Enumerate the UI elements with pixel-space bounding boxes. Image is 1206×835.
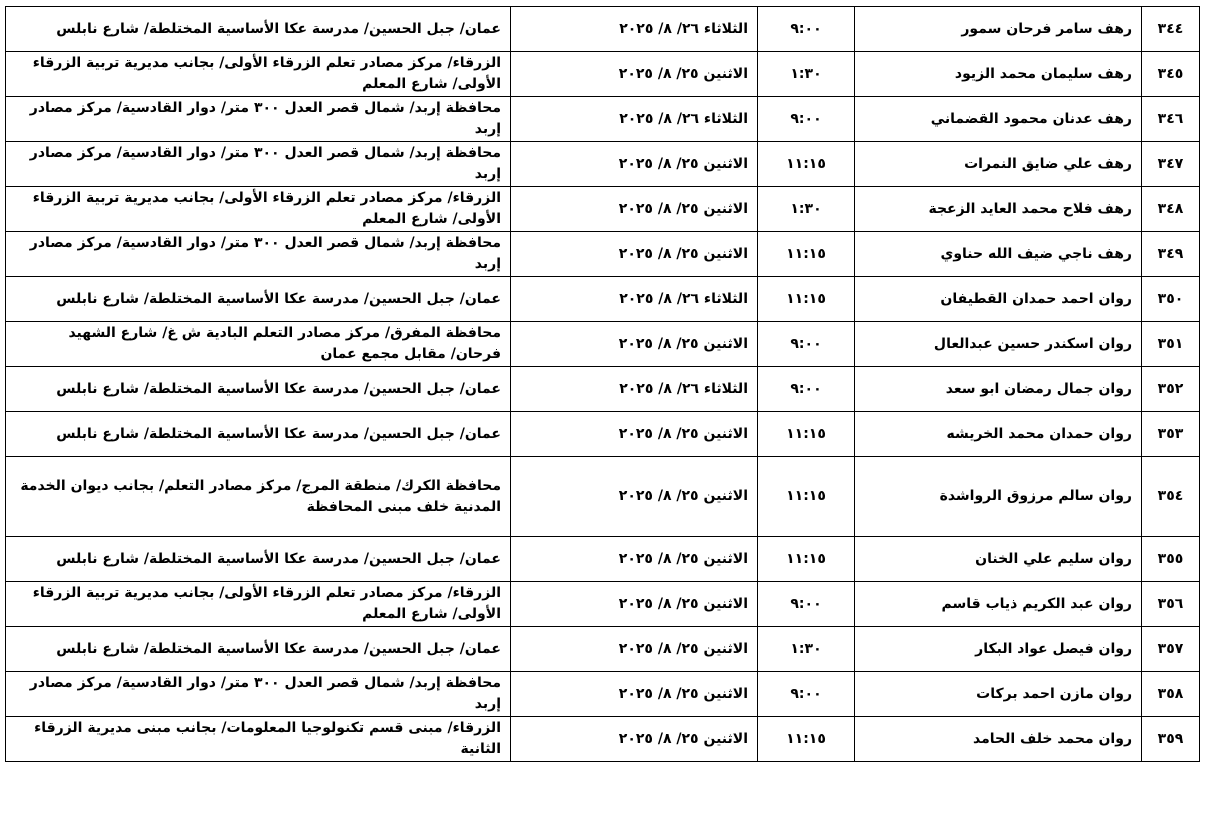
exam-date-cell: الاثنين ٢٥/ ٨/ ٢٠٢٥ (511, 142, 758, 187)
exam-date-cell: الاثنين ٢٥/ ٨/ ٢٠٢٥ (511, 457, 758, 537)
table-row (6, 232, 1200, 277)
exam-time-cell: ١١:١٥ (758, 412, 855, 457)
exam-date-cell: الاثنين ٢٥/ ٨/ ٢٠٢٥ (511, 717, 758, 762)
candidate-name-cell: روان محمد خلف الحامد (855, 717, 1142, 762)
table-row (6, 412, 1200, 457)
exam-time-cell: ٩:٠٠ (758, 322, 855, 367)
schedule-table-body (6, 7, 1200, 762)
exam-date-cell: الثلاثاء ٢٦/ ٨/ ٢٠٢٥ (511, 367, 758, 412)
table-row (6, 367, 1200, 412)
exam-location-cell: الزرقاء/ مركز مصادر تعلم الزرقاء الأولى/ بجانب مديرية تربية الزرقاء الأولى/ شارع المعلم (6, 187, 511, 232)
exam-location-cell: الزرقاء/ مبنى قسم تكنولوجيا المعلومات/ بجانب مبنى مديرية الزرقاء الثانية (6, 717, 511, 762)
candidate-name-cell: رهف فلاح محمد العايد الزعجة (855, 187, 1142, 232)
exam-location-cell: محافظة إربد/ شمال قصر العدل ٣٠٠ متر/ دوار القادسية/ مركز مصادر إربد (6, 142, 511, 187)
exam-time-cell: ١١:١٥ (758, 277, 855, 322)
row-number-cell: ٣٥٠ (1142, 277, 1200, 322)
table-row (6, 537, 1200, 582)
row-number-cell: ٣٥٩ (1142, 717, 1200, 762)
exam-location-cell: الزرقاء/ مركز مصادر تعلم الزرقاء الأولى/ بجانب مديرية تربية الزرقاء الأولى/ شارع المعلم (6, 582, 511, 627)
exam-time-cell: ١١:١٥ (758, 457, 855, 537)
exam-date-cell: الاثنين ٢٥/ ٨/ ٢٠٢٥ (511, 537, 758, 582)
exam-date-cell: الاثنين ٢٥/ ٨/ ٢٠٢٥ (511, 627, 758, 672)
exam-location-cell: محافظة المفرق/ مركز مصادر التعلم البادية ش غ/ شارع الشهيد فرحان/ مقابل مجمع عمان (6, 322, 511, 367)
exam-date-cell: الاثنين ٢٥/ ٨/ ٢٠٢٥ (511, 672, 758, 717)
row-number-cell: ٣٥٥ (1142, 537, 1200, 582)
row-number-cell: ٣٥٨ (1142, 672, 1200, 717)
candidate-name-cell: رهف عدنان محمود القضماني (855, 97, 1142, 142)
exam-date-cell: الثلاثاء ٢٦/ ٨/ ٢٠٢٥ (511, 277, 758, 322)
exam-date-cell: الثلاثاء ٢٦/ ٨/ ٢٠٢٥ (511, 7, 758, 52)
row-number-cell: ٣٤٩ (1142, 232, 1200, 277)
exam-time-cell: ١١:١٥ (758, 537, 855, 582)
table-row (6, 322, 1200, 367)
exam-location-cell: عمان/ جبل الحسين/ مدرسة عكا الأساسية المختلطة/ شارع نابلس (6, 367, 511, 412)
table-row (6, 52, 1200, 97)
candidate-name-cell: روان مازن احمد بركات (855, 672, 1142, 717)
candidate-name-cell: روان سليم علي الخنان (855, 537, 1142, 582)
row-number-cell: ٣٤٥ (1142, 52, 1200, 97)
row-number-cell: ٣٥٧ (1142, 627, 1200, 672)
table-row (6, 672, 1200, 717)
exam-time-cell: ١١:١٥ (758, 142, 855, 187)
table-row (6, 277, 1200, 322)
exam-location-cell: عمان/ جبل الحسين/ مدرسة عكا الأساسية المختلطة/ شارع نابلس (6, 537, 511, 582)
table-row (6, 582, 1200, 627)
row-number-cell: ٣٥٣ (1142, 412, 1200, 457)
exam-location-cell: محافظة إربد/ شمال قصر العدل ٣٠٠ متر/ دوار القادسية/ مركز مصادر إربد (6, 97, 511, 142)
exam-date-cell: الاثنين ٢٥/ ٨/ ٢٠٢٥ (511, 232, 758, 277)
exam-location-cell: عمان/ جبل الحسين/ مدرسة عكا الأساسية المختلطة/ شارع نابلس (6, 7, 511, 52)
exam-location-cell: الزرقاء/ مركز مصادر تعلم الزرقاء الأولى/ بجانب مديرية تربية الزرقاء الأولى/ شارع المعلم (6, 52, 511, 97)
exam-time-cell: ١١:١٥ (758, 717, 855, 762)
row-number-cell: ٣٤٧ (1142, 142, 1200, 187)
exam-location-cell: محافظة إربد/ شمال قصر العدل ٣٠٠ متر/ دوار القادسية/ مركز مصادر إربد (6, 232, 511, 277)
candidate-name-cell: روان اسكندر حسين عبدالعال (855, 322, 1142, 367)
table-row (6, 7, 1200, 52)
row-number-cell: ٣٥٤ (1142, 457, 1200, 537)
exam-date-cell: الاثنين ٢٥/ ٨/ ٢٠٢٥ (511, 322, 758, 367)
table-row (6, 627, 1200, 672)
exam-time-cell: ٩:٠٠ (758, 672, 855, 717)
exam-location-cell: محافظة الكرك/ منطقة المرج/ مركز مصادر التعلم/ بجانب ديوان الخدمة المدنية خلف مبنى المحافظة (6, 457, 511, 537)
exam-time-cell: ١:٣٠ (758, 187, 855, 232)
exam-location-cell: عمان/ جبل الحسين/ مدرسة عكا الأساسية المختلطة/ شارع نابلس (6, 627, 511, 672)
candidate-name-cell: روان سالم مرزوق الرواشدة (855, 457, 1142, 537)
row-number-cell: ٣٤٨ (1142, 187, 1200, 232)
row-number-cell: ٣٥٦ (1142, 582, 1200, 627)
exam-time-cell: ٩:٠٠ (758, 367, 855, 412)
table-row (6, 717, 1200, 762)
exam-time-cell: ١:٣٠ (758, 627, 855, 672)
table-row (6, 142, 1200, 187)
candidate-name-cell: روان حمدان محمد الخريشه (855, 412, 1142, 457)
exam-date-cell: الثلاثاء ٢٦/ ٨/ ٢٠٢٥ (511, 97, 758, 142)
exam-date-cell: الاثنين ٢٥/ ٨/ ٢٠٢٥ (511, 582, 758, 627)
row-number-cell: ٣٥٢ (1142, 367, 1200, 412)
candidate-name-cell: روان جمال رمضان ابو سعد (855, 367, 1142, 412)
row-number-cell: ٣٥١ (1142, 322, 1200, 367)
exam-time-cell: ١:٣٠ (758, 52, 855, 97)
exam-location-cell: عمان/ جبل الحسين/ مدرسة عكا الأساسية المختلطة/ شارع نابلس (6, 412, 511, 457)
exam-date-cell: الاثنين ٢٥/ ٨/ ٢٠٢٥ (511, 412, 758, 457)
exam-location-cell: محافظة إربد/ شمال قصر العدل ٣٠٠ متر/ دوار القادسية/ مركز مصادر إربد (6, 672, 511, 717)
table-row (6, 97, 1200, 142)
candidate-name-cell: رهف سليمان محمد الزيود (855, 52, 1142, 97)
exam-date-cell: الاثنين ٢٥/ ٨/ ٢٠٢٥ (511, 187, 758, 232)
exam-time-cell: ٩:٠٠ (758, 582, 855, 627)
candidate-name-cell: رهف علي ضايق النمرات (855, 142, 1142, 187)
exam-date-cell: الاثنين ٢٥/ ٨/ ٢٠٢٥ (511, 52, 758, 97)
exam-time-cell: ٩:٠٠ (758, 7, 855, 52)
exam-time-cell: ١١:١٥ (758, 232, 855, 277)
candidate-name-cell: رهف سامر فرحان سمور (855, 7, 1142, 52)
candidate-name-cell: روان احمد حمدان القطيفان (855, 277, 1142, 322)
candidate-name-cell: رهف ناجي ضيف الله حناوي (855, 232, 1142, 277)
schedule-table (5, 6, 1200, 762)
candidate-name-cell: روان عبد الكريم ذياب قاسم (855, 582, 1142, 627)
exam-location-cell: عمان/ جبل الحسين/ مدرسة عكا الأساسية المختلطة/ شارع نابلس (6, 277, 511, 322)
table-row (6, 457, 1200, 537)
row-number-cell: ٣٤٦ (1142, 97, 1200, 142)
table-row (6, 187, 1200, 232)
exam-time-cell: ٩:٠٠ (758, 97, 855, 142)
row-number-cell: ٣٤٤ (1142, 7, 1200, 52)
candidate-name-cell: روان فيصل عواد البكار (855, 627, 1142, 672)
